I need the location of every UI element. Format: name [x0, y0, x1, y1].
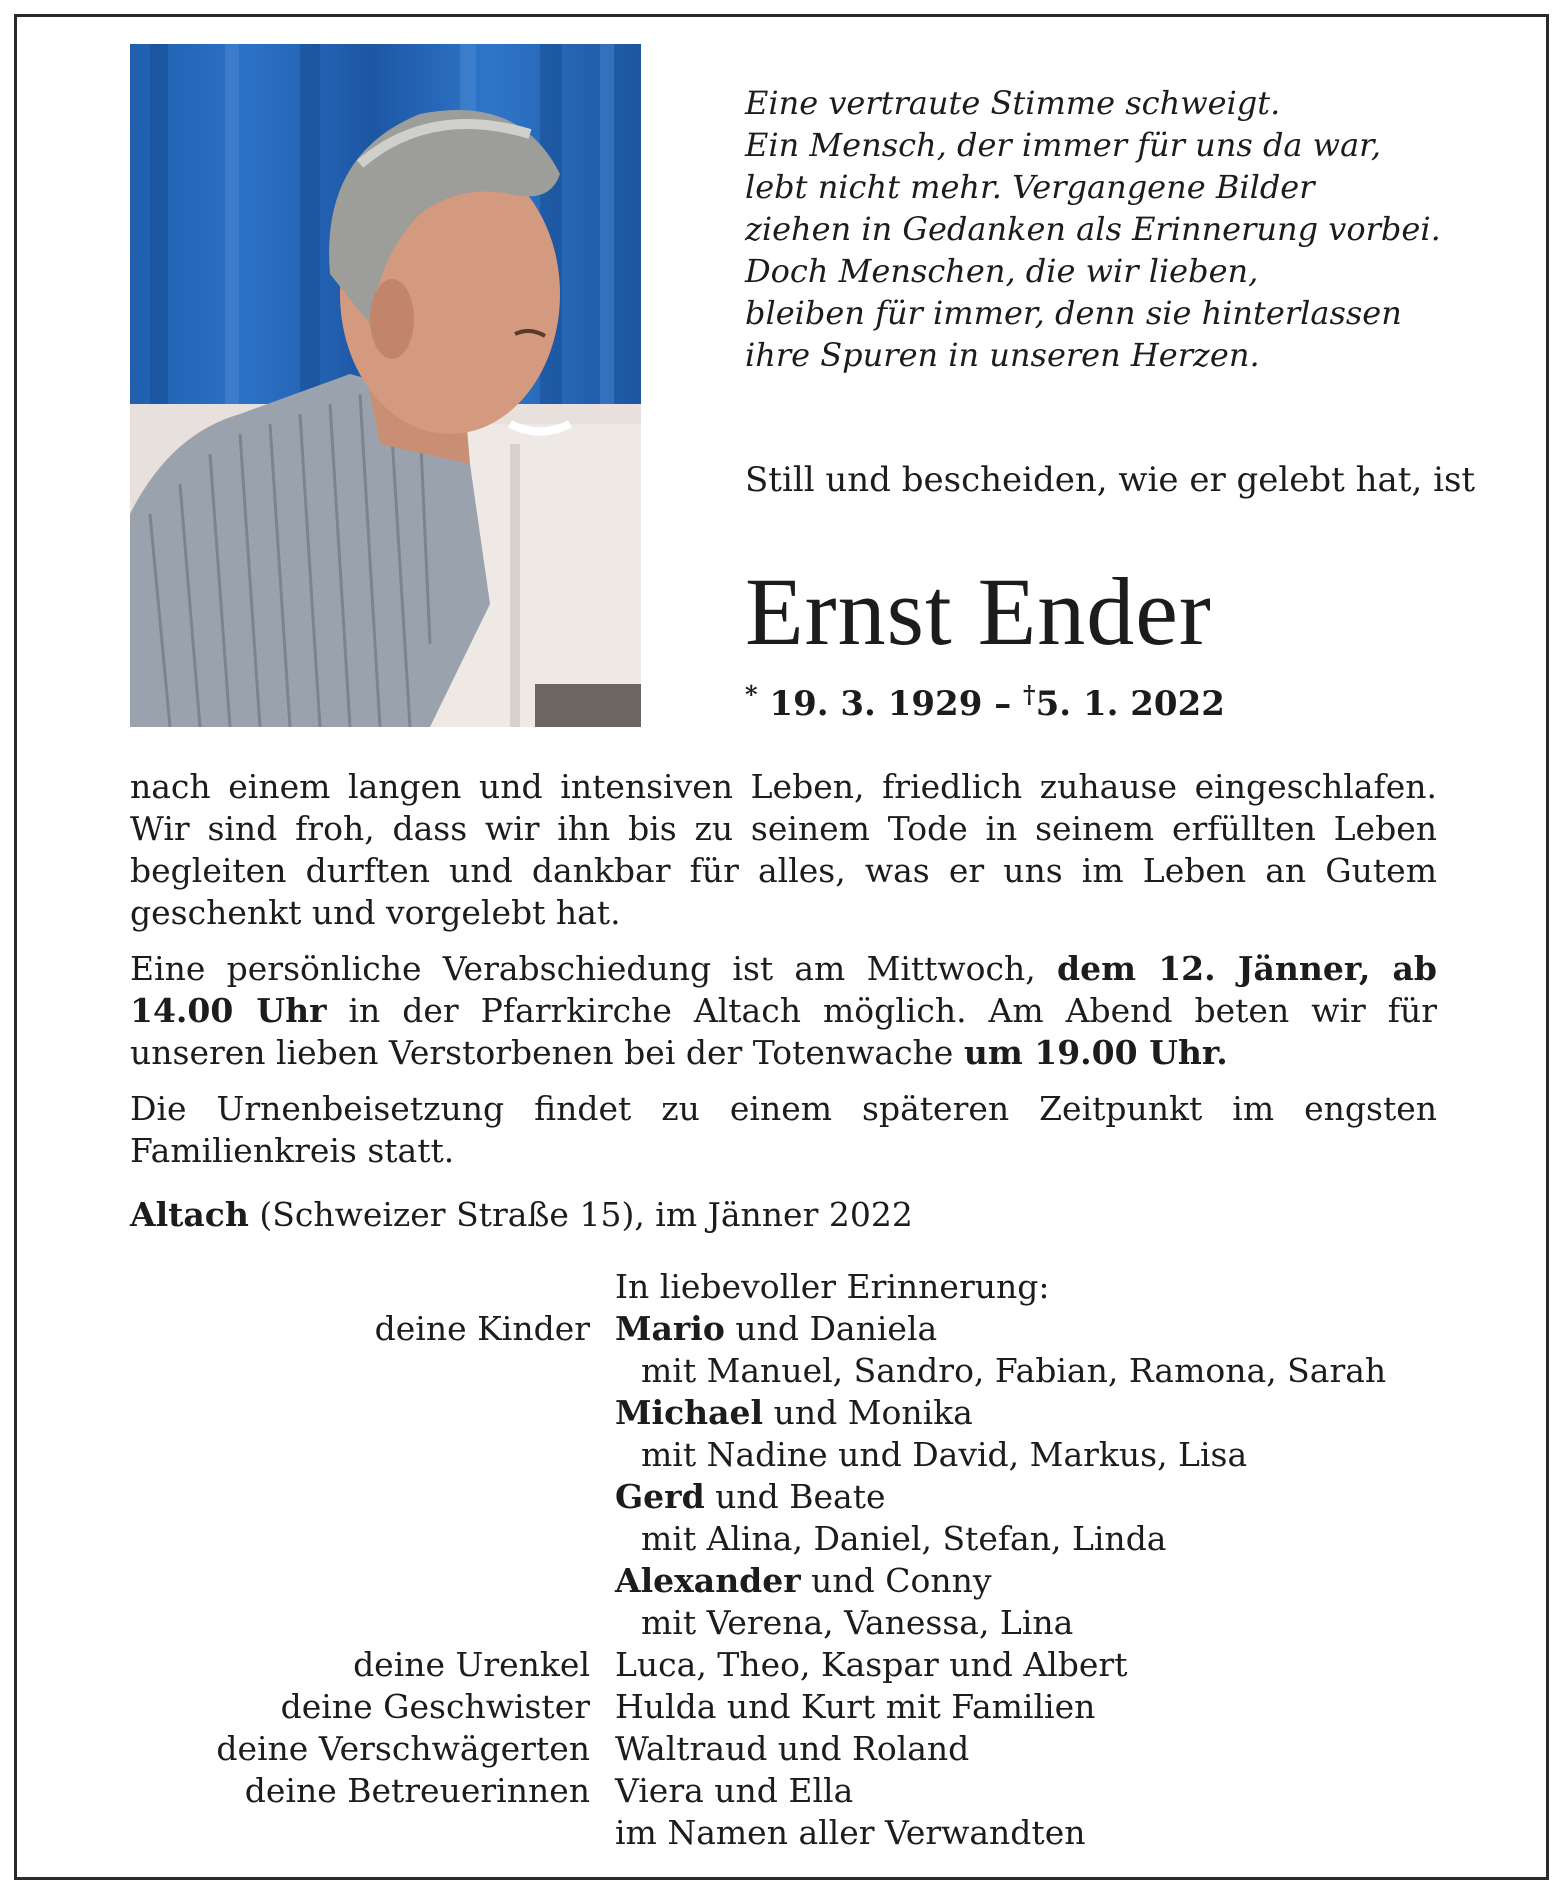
child-name: Gerd — [615, 1477, 705, 1516]
portrait-photo — [130, 44, 641, 727]
mourner-row — [130, 1518, 1450, 1560]
mourner-names — [615, 1392, 1450, 1434]
death-date: 5. 1. 2022 — [1035, 684, 1225, 724]
mourner-relation: deine Verschwägerten — [216, 1729, 590, 1768]
child-name: Michael — [615, 1393, 764, 1432]
mourner-row — [130, 1686, 1450, 1728]
poem-line: bleiben für immer, denn sie hinterlassen — [745, 294, 1402, 332]
life-dates — [745, 680, 1225, 724]
birth-date: 19. 3. 1929 — [769, 684, 983, 724]
mourner-relation — [130, 1560, 615, 1602]
mourner-row — [130, 1812, 1450, 1854]
paragraph-burial: Die Urnenbeisetzung findet zu einem späteren Zeitpunkt im engsten Familienkreis statt. — [130, 1089, 1437, 1170]
mourner-text: und Monika — [763, 1393, 973, 1432]
mourner-names — [615, 1560, 1450, 1602]
mourner-names — [615, 1602, 1450, 1644]
date-separator: – — [994, 684, 1012, 724]
mourners-heading-row — [130, 1266, 1450, 1308]
place-address: (Schweizer Straße 15), im Jänner 2022 — [248, 1195, 913, 1234]
mourner-relation: deine Kinder — [374, 1309, 590, 1348]
mourner-relation — [130, 1350, 615, 1392]
mourner-relation — [130, 1602, 615, 1644]
poem-line: lebt nicht mehr. Vergangene Bilder — [745, 168, 1315, 206]
mourner-names — [615, 1770, 1450, 1812]
mourner-row — [130, 1560, 1450, 1602]
mourner-relation — [130, 1392, 615, 1434]
mourner-names — [615, 1518, 1450, 1560]
mourner-row — [130, 1644, 1450, 1686]
mourners-heading: In liebevoller Erinnerung: — [615, 1267, 1050, 1306]
poem-line: Ein Mensch, der immer für uns da war, — [745, 126, 1382, 164]
death-symbol: † — [1023, 680, 1036, 709]
birth-symbol: * — [745, 680, 758, 709]
mourner-row — [130, 1308, 1450, 1350]
mourner-row — [130, 1434, 1450, 1476]
poem-line: Doch Menschen, die wir lieben, — [745, 252, 1259, 290]
mourner-text: Luca, Theo, Kaspar und Albert — [615, 1645, 1128, 1684]
grandchildren-names: mit Nadine und David, Markus, Lisa — [641, 1435, 1248, 1474]
poem-line: ihre Spuren in unseren Herzen. — [745, 336, 1260, 374]
mourner-text: im Namen aller Verwandten — [615, 1813, 1086, 1852]
grandchildren-names: mit Verena, Vanessa, Lina — [641, 1603, 1074, 1642]
paragraph-farewell — [130, 948, 1437, 1074]
portrait-illustration — [130, 44, 641, 727]
mourner-relation: deine Betreuerinnen — [244, 1771, 590, 1810]
mourner-relation — [130, 1812, 615, 1854]
mourner-names — [615, 1308, 1450, 1350]
wake-time: um 19.00 Uhr. — [963, 1033, 1228, 1072]
poem-line: Eine vertraute Stimme schweigt. — [745, 84, 1281, 122]
mourner-names — [615, 1728, 1450, 1770]
mourner-relation — [130, 1476, 615, 1518]
mourner-row — [130, 1770, 1450, 1812]
grandchildren-names: mit Alina, Daniel, Stefan, Linda — [641, 1519, 1167, 1558]
mourner-relation — [130, 1434, 615, 1476]
mourner-names — [615, 1476, 1450, 1518]
mourner-names — [615, 1812, 1450, 1854]
mourner-relation: deine Geschwister — [280, 1687, 590, 1726]
place-town: Altach — [130, 1195, 249, 1234]
mourner-row — [130, 1392, 1450, 1434]
place-and-date — [130, 1195, 913, 1234]
farewell-text-a: Eine persönliche Verabschiedung ist am Mittwoch, — [130, 949, 1057, 988]
mourner-row — [130, 1728, 1450, 1770]
mourner-row — [130, 1476, 1450, 1518]
mourner-text: Waltraud und Roland — [615, 1729, 970, 1768]
mourner-text: und Daniela — [724, 1309, 938, 1348]
mourner-names — [615, 1686, 1450, 1728]
child-name: Mario — [615, 1309, 725, 1348]
mourner-names — [615, 1350, 1450, 1392]
mourner-row — [130, 1350, 1450, 1392]
mourner-relation: deine Urenkel — [353, 1645, 590, 1684]
mourner-text: und Conny — [800, 1561, 992, 1600]
farewell-text-c: in der Pfarrkirche Altach möglich. Am Abend beten wir für unseren lieben Verstorbenen bei der Totenwache — [130, 991, 1437, 1072]
mourner-names — [615, 1434, 1450, 1476]
paragraph-announcement: nach einem langen und intensiven Leben, friedlich zuhause eingeschlafen. Wir sind froh, dass wir ihn bis zu seinem Tode in seinem erfüllten Leben begleiten durften und dankbar für alles, was er uns im Leben an Gutem geschenkt und vorgelebt hat. — [130, 767, 1437, 932]
poem-line: ziehen in Gedanken als Erinnerung vorbei. — [745, 210, 1441, 248]
mourner-text: und Beate — [704, 1477, 886, 1516]
mourner-names — [615, 1644, 1450, 1686]
mourner-text: Viera und Ella — [615, 1771, 854, 1810]
farewell-date: dem 12. Jänner, ab 14.00 Uhr — [130, 949, 1437, 1030]
deceased-name: Ernst Ender — [745, 558, 1212, 665]
child-name: Alexander — [615, 1561, 801, 1600]
mourner-row — [130, 1602, 1450, 1644]
mourner-relation — [130, 1518, 615, 1560]
intro-text: Still und bescheiden, wie er gelebt hat, ist — [745, 460, 1476, 500]
grandchildren-names: mit Manuel, Sandro, Fabian, Ramona, Sarah — [641, 1351, 1387, 1390]
poem — [745, 82, 1465, 376]
mourners-list — [130, 1266, 1450, 1854]
mourner-text: Hulda und Kurt mit Familien — [615, 1687, 1096, 1726]
